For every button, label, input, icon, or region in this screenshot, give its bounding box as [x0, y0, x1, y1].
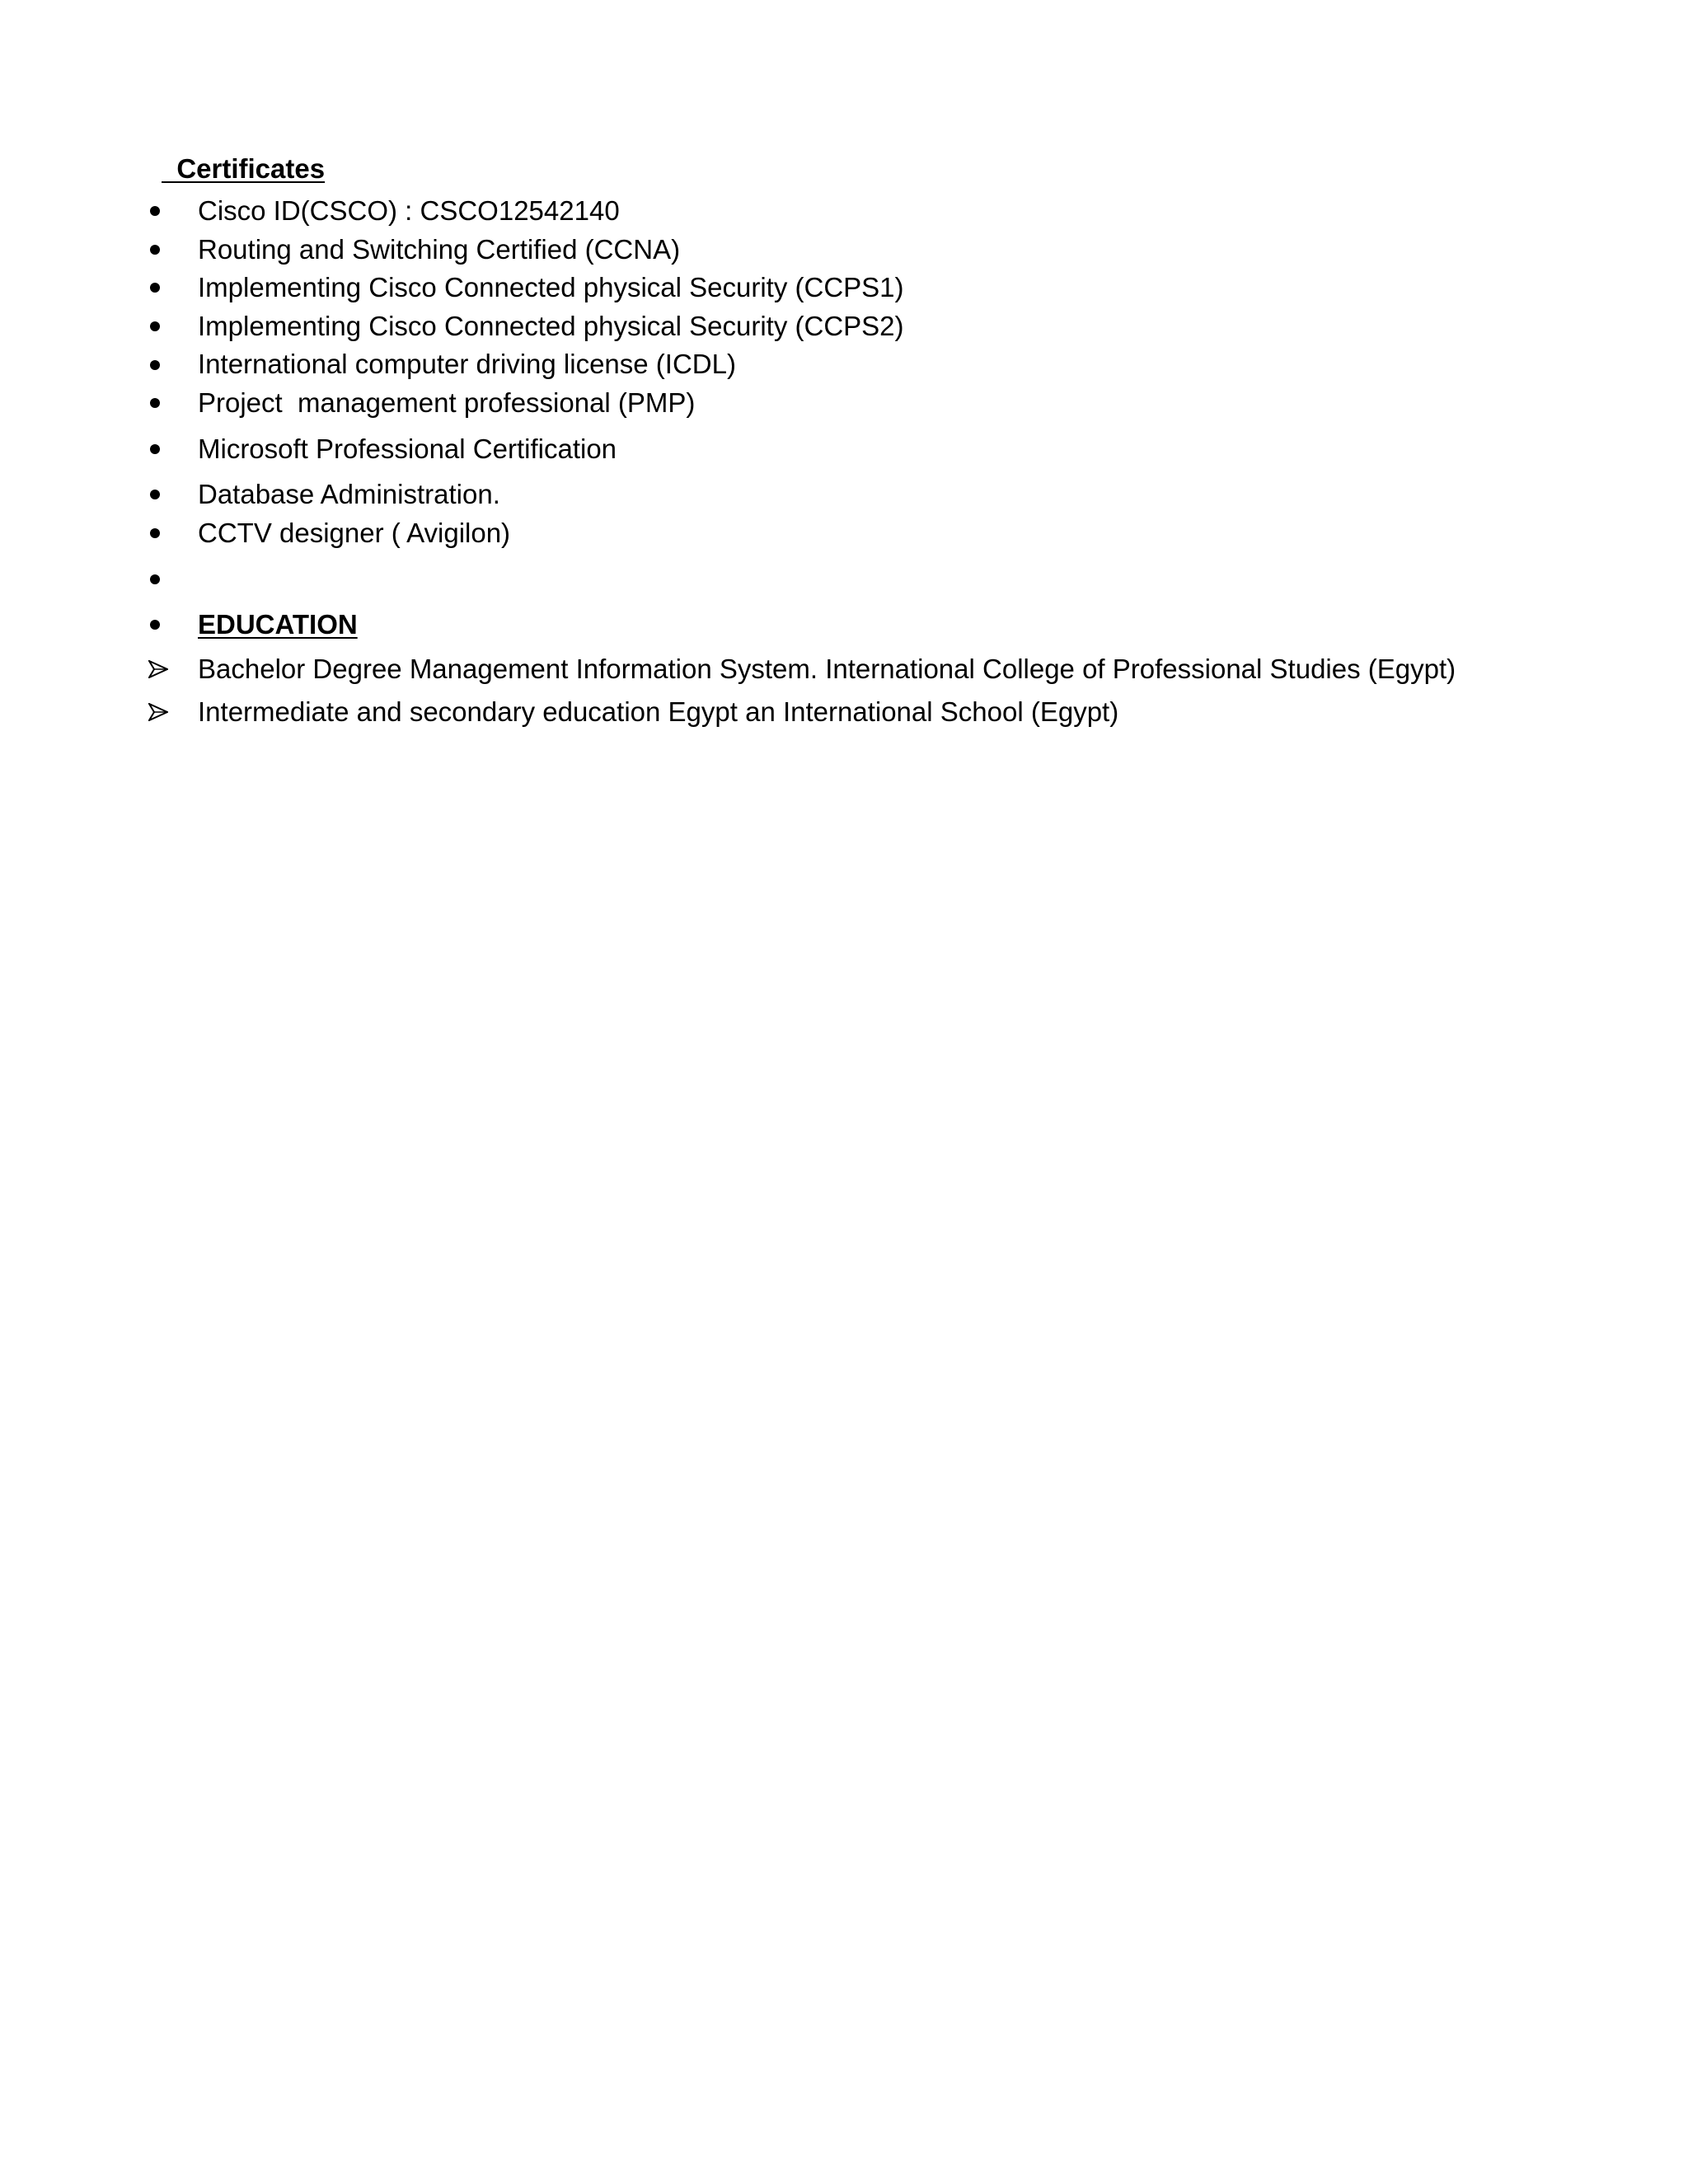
- list-item: [148, 345, 1550, 384]
- list-item: [148, 691, 1550, 733]
- certificate-item-text: Project management professional (PMP): [198, 387, 696, 418]
- certificate-item-text: Implementing Cisco Connected physical Security (CCPS1): [198, 272, 904, 303]
- list-item: [148, 514, 1550, 553]
- bullet-icon: [148, 514, 181, 553]
- education-item-text: Bachelor Degree Management Information System. International College of Professional Studies (Egypt): [198, 653, 1456, 684]
- arrow-bullet-icon: [148, 648, 181, 691]
- list-item: [148, 384, 1550, 423]
- list-item: [148, 648, 1550, 691]
- list-item: [148, 269, 1550, 307]
- bullet-icon: [148, 476, 181, 514]
- bullet-icon: [148, 345, 181, 384]
- certificate-item-text: Database Administration.: [198, 479, 500, 510]
- bullet-icon: [148, 307, 181, 346]
- certificates-heading: Certificates: [162, 153, 326, 184]
- certificate-item-text: Cisco ID(CSCO) : CSCO12542140: [198, 195, 620, 226]
- education-heading: EDUCATION: [198, 608, 358, 640]
- education-list: [148, 648, 1550, 733]
- bullet-icon: [148, 384, 181, 423]
- list-item: [148, 606, 1550, 644]
- education-item-text: Intermediate and secondary education Egypt an International School (Egypt): [198, 696, 1119, 727]
- bullet-icon: [148, 231, 181, 269]
- certificate-item-text: International computer driving license (ICDL): [198, 349, 736, 380]
- bullet-icon: [148, 606, 181, 644]
- bullet-icon: [148, 560, 181, 598]
- bullet-icon: [148, 269, 181, 307]
- list-item: [148, 560, 1550, 598]
- certificate-item-text: Routing and Switching Certified (CCNA): [198, 233, 681, 265]
- resume-content: [148, 151, 1550, 733]
- list-item: [148, 231, 1550, 269]
- arrow-bullet-icon: [148, 691, 181, 733]
- certificate-item-text: CCTV designer ( Avigilon): [198, 517, 511, 548]
- bullet-icon: [148, 430, 181, 469]
- list-item: [148, 307, 1550, 346]
- bullet-icon: [148, 192, 181, 231]
- list-item: [148, 476, 1550, 514]
- certificates-list: [148, 192, 1550, 644]
- list-item: [148, 192, 1550, 231]
- certificate-item-text: Microsoft Professional Certification: [198, 433, 617, 464]
- list-item: [148, 430, 1550, 469]
- certificate-item-text: Implementing Cisco Connected physical Security (CCPS2): [198, 310, 904, 341]
